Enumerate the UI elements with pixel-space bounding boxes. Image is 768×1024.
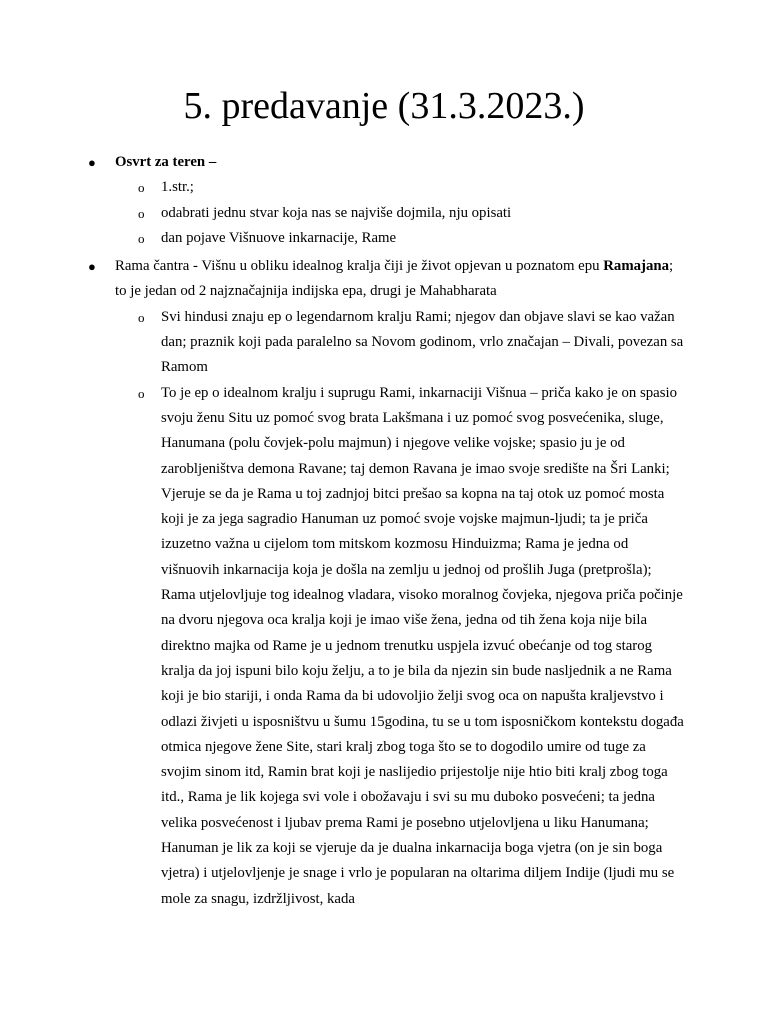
sub-list-item-text: dan pojave Višnuove inkarnacije, Rame <box>161 229 397 246</box>
rama-sublist <box>115 305 688 912</box>
sub-list-item <box>115 305 688 381</box>
circle-bullet-icon: o <box>138 230 145 246</box>
sub-list-item <box>115 226 688 251</box>
sub-list-item <box>115 201 688 226</box>
list-item-osvrt <box>0 150 768 251</box>
page-title: 5. predavanje (31.3.2023.) <box>183 85 585 127</box>
sub-list-item-text: Svi hindusi znaju ep o legendarnom kralju Rami; njegov dan objave slavi se kao važan dan; praznik koji pada paralelno sa Novom godinom, vrlo značajan – Divali, povezan sa Ramom <box>161 308 684 376</box>
sub-list-item-text: To je ep o idealnom kralju i suprugu Rami, inkarnaciji Višnua – priča kako je on spasio svoju ženu Situ uz pomoć svog brata Lakšmana i uz pomoć svog posvećenika, sluge, Hanumana (polu čovjek-polu majmun) i njegove velike vojske; spasio ju je od zarobljeništva demona Ravane; taj demon Ravana je imao svoje središte na Šri Lanki; Vjeruje se da je Rama u toj zadnjoj bitci prešao sa kopna na taj otok uz pomoć mosta koji je za jega sagradio Hanuman uz pomoć svoje vojske majmun-ljudi; ta je priča izuzetno važna u cijelom tom mitskom kozmosu Hinduizma; Rama je jedna od višnuovih inkarnacija koja je došla na zemlju u jednoj od prošlih Juga (pretprošla); Rama utjelovljuje tog idealnog vladara, visoko moralnog čovjeka, njegova priča počinje na dvoru njegova oca kralja koji je imao više žena, jedna od tih žena koja nije bila direktno majka od Rame je u jednom trenutku uspjela izvuć obećanje od tog starog kralja da joj ispuni bilo koju želju, a to je bila da njezin sin bude nasljednik a ne Rama koji je bio stariji, i onda Rama da bi udovoljio želji svog oca on napušta kraljevstvo i odlazi živjeti u isposništvu u šumu 15godina, tu se u tom isposničkom kontekstu događa otmica njegove žene Site, stari kralj zbog toga što se to dogodilo umire od tuge za svojim sinom itd, Ramin brat koji je naslijedio prijestolje nije htio biti kralj zbog toga itd., Rama je lik kojega svi vole i obožavaju i svi su mu duboko posvećeni; ta jedna velika posvećenost i ljubav prema Rami je posebno utjelovljena u liku Hanumana; Hanuman je lik za koji se vjeruje da je dualna inkarnacija boga vjetra (on je sin boga vjetra) i utjelovljenje je snage i vrlo je popularan na oltarima diljem Indije (ljudi mu se mole za snagu, izdržljivost, kada <box>161 384 684 907</box>
sub-list-item <box>115 175 688 200</box>
osvrt-sublist <box>115 175 688 251</box>
circle-bullet-icon: o <box>138 309 145 325</box>
sub-list-item-text: 1.str.; <box>161 179 194 196</box>
sub-list-item <box>115 381 688 912</box>
circle-bullet-icon: o <box>138 205 145 221</box>
list-item-rama <box>0 254 768 912</box>
rama-text-after: ; to je jedan od 2 najznačajnija indijska epa, drugi je Mahabharata <box>115 258 674 300</box>
osvrt-label: Osvrt za teren – <box>115 154 217 170</box>
circle-bullet-icon: o <box>138 385 145 401</box>
main-bullet-list <box>0 150 768 912</box>
ramajana-bold: Ramajana <box>603 258 669 275</box>
bullet-icon: ● <box>88 259 96 275</box>
sub-list-item-text: odabrati jednu stvar koja nas se najviše dojmila, nju opisati <box>161 204 512 221</box>
bullet-icon: ● <box>88 155 96 170</box>
rama-text-before: Rama čantra - Višnu u obliku idealnog kralja čiji je život opjevan u poznatom epu <box>115 258 604 275</box>
circle-bullet-icon: o <box>138 180 145 196</box>
